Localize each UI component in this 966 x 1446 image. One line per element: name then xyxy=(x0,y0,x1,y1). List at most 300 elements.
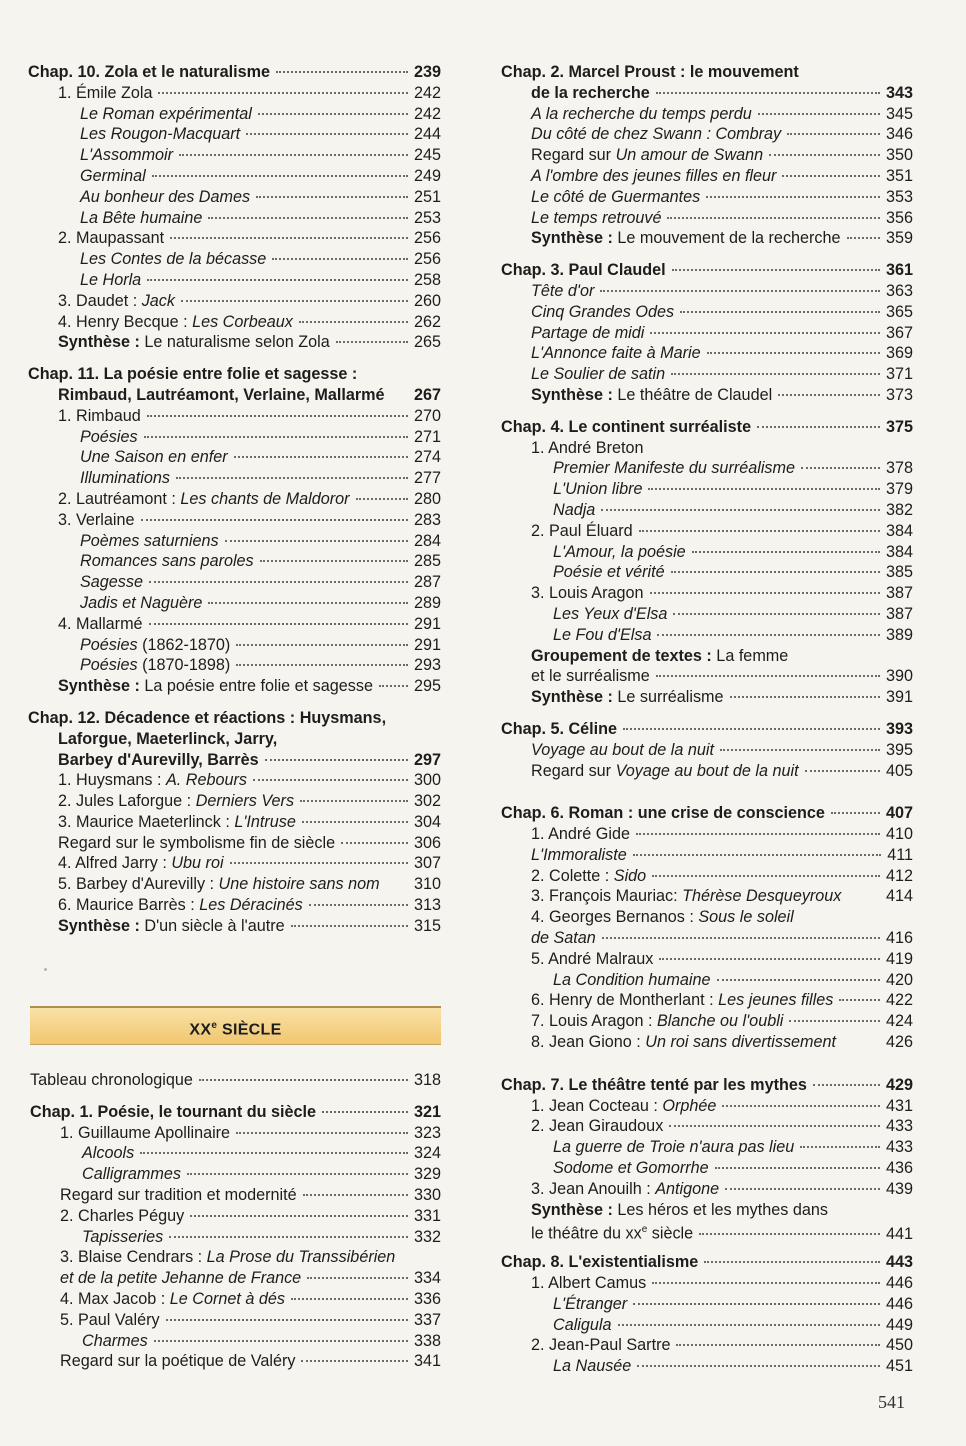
entry-title-part: de la recherche xyxy=(531,83,650,102)
entry-title-part: 4. Alfred Jarry : xyxy=(58,854,172,873)
toc-chapter-entry xyxy=(28,729,441,750)
entry-page-number: 416 xyxy=(885,929,913,948)
toc-entry xyxy=(28,124,441,145)
entry-title xyxy=(58,750,259,771)
entry-title-part: Jack xyxy=(141,291,175,310)
dot-leader xyxy=(258,113,408,115)
entry-page-number: 253 xyxy=(413,208,441,227)
entry-title-part: Partage de midi xyxy=(531,323,645,342)
toc-entry xyxy=(28,1247,441,1268)
entry-title xyxy=(531,1273,646,1294)
dot-leader xyxy=(648,488,880,490)
dot-leader xyxy=(234,456,408,458)
entry-title xyxy=(58,332,330,353)
toc-entry xyxy=(501,542,913,563)
entry-page-number: 426 xyxy=(885,1033,913,1052)
entry-title xyxy=(58,853,224,874)
toc-entry xyxy=(501,323,913,344)
entry-title-part: Regard sur xyxy=(531,761,616,780)
dot-leader xyxy=(256,196,408,198)
toc-entry xyxy=(28,1227,441,1248)
entry-title-part: 3. Verlaine xyxy=(58,510,135,529)
entry-title-part: Sido xyxy=(613,866,647,885)
entry-title-part: 5. Barbey d'Aurevilly : xyxy=(58,875,219,894)
entry-page-number: 307 xyxy=(413,854,441,873)
entry-page-number: 350 xyxy=(885,146,913,165)
entry-title xyxy=(82,1227,163,1248)
entry-page-number: 451 xyxy=(885,1357,913,1376)
entry-page-number: 239 xyxy=(413,63,441,81)
dot-leader xyxy=(801,467,880,469)
entry-page-number: 265 xyxy=(413,333,441,352)
entry-title xyxy=(501,417,751,438)
entry-title-part: La Prose du Transsibérien xyxy=(206,1248,396,1267)
dot-leader xyxy=(272,258,408,260)
dot-leader xyxy=(707,352,880,354)
toc-entry xyxy=(28,145,441,166)
entry-title-part: Chap. 6. Roman : une crise de conscience xyxy=(501,804,825,823)
toc-entry xyxy=(501,845,913,866)
toc-entry xyxy=(501,604,913,625)
entry-title xyxy=(531,1011,783,1032)
entry-page-number: 270 xyxy=(413,406,441,425)
toc-entry xyxy=(501,104,913,125)
entry-title xyxy=(553,1294,627,1315)
dot-leader xyxy=(291,1298,408,1300)
dot-leader xyxy=(379,685,408,687)
entry-title xyxy=(30,1102,316,1123)
dot-leader xyxy=(301,1360,408,1362)
entry-page-number: 443 xyxy=(885,1253,913,1272)
entry-title xyxy=(60,1247,395,1268)
entry-page-number: 375 xyxy=(885,417,913,436)
entry-title xyxy=(58,291,175,312)
toc-entry xyxy=(501,385,913,406)
entry-page-number: 293 xyxy=(413,656,441,675)
entry-title xyxy=(531,907,794,928)
toc-entry xyxy=(501,928,913,949)
entry-title xyxy=(30,1070,193,1091)
entry-title-part: 3. Daudet : xyxy=(58,291,142,310)
entry-title-part: et de la petite Jehanne de France xyxy=(60,1269,302,1288)
toc-chapter-entry xyxy=(28,708,441,729)
section-sup: e xyxy=(211,1020,218,1031)
entry-page-number: 343 xyxy=(885,83,913,102)
entry-title-part: 2. Paul Éluard xyxy=(531,521,633,540)
toc-entry xyxy=(28,614,441,635)
entry-title xyxy=(553,1356,631,1377)
entry-title-part: A la recherche du temps perdu xyxy=(531,104,752,123)
entry-title-part: 1. Rimbaud xyxy=(58,406,141,425)
entry-title xyxy=(553,604,667,625)
entry-title xyxy=(531,364,665,385)
toc-entry xyxy=(28,655,441,676)
entry-title xyxy=(553,970,711,991)
entry-page-number: 242 xyxy=(413,83,441,102)
entry-page-number: 271 xyxy=(413,427,441,446)
toc-entry xyxy=(28,833,441,854)
toc-entry xyxy=(501,302,913,323)
entry-title-part: et le surréalisme xyxy=(531,667,650,686)
entry-title xyxy=(531,385,772,406)
dot-leader xyxy=(680,311,880,313)
entry-title xyxy=(60,1185,297,1206)
entry-title xyxy=(531,83,650,104)
entry-title-part: D'un siècle à l'autre xyxy=(139,916,285,935)
entry-title-part: le théâtre du xx xyxy=(531,1224,642,1243)
entry-page-number: 345 xyxy=(885,104,913,123)
toc-chapter-entry xyxy=(28,385,441,406)
entry-title-part: Le théâtre de Claudel xyxy=(612,385,773,404)
dot-leader xyxy=(322,1111,408,1113)
entry-page-number: 420 xyxy=(885,970,913,989)
dot-leader xyxy=(341,842,408,844)
entry-title-part: Chap. 8. L'existentialisme xyxy=(501,1253,699,1272)
dot-leader xyxy=(730,696,880,698)
entry-page-number: 393 xyxy=(885,719,913,738)
entry-title xyxy=(531,1335,670,1356)
dot-leader xyxy=(656,675,880,677)
entry-title-part: Poésies xyxy=(80,427,138,446)
dot-leader xyxy=(672,269,880,271)
entry-page-number: 258 xyxy=(413,270,441,289)
toc-entry xyxy=(501,187,913,208)
entry-title xyxy=(501,719,617,740)
entry-title-part: Synthèse : xyxy=(531,385,613,404)
entry-title-part: A. Rebours xyxy=(165,771,247,790)
entry-title-part: 1. André Breton xyxy=(531,438,644,457)
entry-page-number: 337 xyxy=(413,1310,441,1329)
entry-title xyxy=(553,1137,794,1158)
entry-title-part: Caligula xyxy=(553,1315,612,1334)
entry-title-part: 4. Henry Becque : xyxy=(58,312,193,331)
entry-title xyxy=(58,489,350,510)
toc-entry xyxy=(28,791,441,812)
entry-title xyxy=(58,916,285,937)
entry-title-part: Le Fou d'Elsa xyxy=(553,625,652,644)
dot-leader xyxy=(276,71,408,73)
entry-page-number: 287 xyxy=(413,573,441,592)
entry-page-number: 436 xyxy=(885,1159,913,1178)
entry-page-number: 341 xyxy=(413,1352,441,1371)
entry-title xyxy=(553,1315,612,1336)
toc-entry xyxy=(501,1096,913,1117)
entry-title xyxy=(58,614,143,635)
entry-title-part: Chap. 1. Poésie, le tournant du siècle xyxy=(30,1102,317,1121)
entry-title-part: Chap. 12. Décadence et réactions : Huysmans, xyxy=(28,708,387,727)
toc-entry xyxy=(28,1185,441,1206)
entry-title xyxy=(80,447,228,468)
entry-page-number: 285 xyxy=(413,552,441,571)
entry-title xyxy=(80,187,250,208)
dot-leader xyxy=(782,175,880,177)
entry-title xyxy=(553,500,595,521)
toc-entry xyxy=(501,646,913,667)
entry-title-part: Regard sur le symbolisme fin de siècle xyxy=(58,833,336,852)
entry-title-part: A l'ombre des jeunes filles en fleur xyxy=(531,166,777,185)
entry-title-part: Synthèse : xyxy=(531,229,613,248)
dot-leader xyxy=(147,415,408,417)
dot-leader xyxy=(179,154,408,156)
dot-leader xyxy=(181,300,408,302)
entry-title-part: Rimbaud, Lautréamont, Verlaine, Mallarmé xyxy=(58,385,385,404)
toc-entry xyxy=(28,1164,441,1185)
toc-chapter-entry xyxy=(28,750,441,771)
entry-title-part: Antigone xyxy=(655,1179,720,1198)
entry-title xyxy=(80,635,230,656)
entry-page-number: 449 xyxy=(885,1315,913,1334)
entry-page-number: 321 xyxy=(413,1102,441,1121)
entry-title-part: Le temps retrouvé xyxy=(531,208,662,227)
entry-title-part: Nadja xyxy=(553,500,596,519)
dot-leader xyxy=(725,1188,880,1190)
entry-title-part: (1870-1898) xyxy=(137,656,231,675)
dot-leader xyxy=(260,560,408,562)
entry-title-part: Le Soulier de satin xyxy=(531,365,666,384)
entry-page-number: 284 xyxy=(413,531,441,550)
entry-title-part: Premier Manifeste du surréalisme xyxy=(553,459,795,478)
entry-title xyxy=(58,770,247,791)
entry-title-part: 6. Maurice Barrès : xyxy=(58,896,200,915)
entry-page-number: 260 xyxy=(413,291,441,310)
dot-leader xyxy=(309,904,408,906)
toc-entry xyxy=(501,625,913,646)
entry-title-part: 1. Albert Camus xyxy=(531,1274,647,1293)
toc-entry xyxy=(28,874,441,895)
toc-chapter-entry xyxy=(28,1102,441,1123)
dot-leader xyxy=(847,237,880,239)
entry-title-part: Regard sur tradition et modernité xyxy=(60,1185,297,1204)
entry-title xyxy=(58,874,380,895)
entry-title xyxy=(80,145,173,166)
toc-column-left-xx xyxy=(28,1070,441,1372)
toc-entry xyxy=(28,1289,441,1310)
entry-title xyxy=(501,1252,698,1273)
dot-leader xyxy=(676,1344,880,1346)
entry-page-number: 289 xyxy=(413,593,441,612)
dot-leader xyxy=(158,92,408,94)
toc-entry xyxy=(501,949,913,970)
entry-page-number: 384 xyxy=(885,521,913,540)
entry-title-part: Les Yeux d'Elsa xyxy=(553,604,668,623)
entry-page-number: 331 xyxy=(413,1206,441,1225)
entry-title xyxy=(80,572,143,593)
toc-column-right xyxy=(501,62,913,1377)
entry-title xyxy=(531,990,833,1011)
entry-title-part: Le surréalisme xyxy=(612,688,724,707)
entry-title xyxy=(531,521,633,542)
entry-title xyxy=(501,260,666,281)
entry-page-number: 313 xyxy=(413,896,441,915)
entry-title xyxy=(531,208,661,229)
entry-title xyxy=(531,1179,719,1200)
entry-title-part: Tête d'or xyxy=(531,281,595,300)
entry-title xyxy=(531,1200,828,1221)
dot-leader xyxy=(650,332,880,334)
entry-title xyxy=(60,1206,184,1227)
dot-leader xyxy=(187,1173,408,1175)
toc-entry xyxy=(28,676,441,697)
entry-title-part: Regard sur xyxy=(531,146,616,165)
entry-title-part: La Condition humaine xyxy=(553,970,711,989)
dot-leader xyxy=(623,728,880,730)
entry-title xyxy=(60,1268,301,1289)
entry-title-part: 1. Émile Zola xyxy=(58,83,153,102)
entry-title-part: La Bête humaine xyxy=(80,208,203,227)
dot-leader xyxy=(152,175,408,177)
entry-title-part: 2. Charles Péguy xyxy=(60,1206,185,1225)
entry-title-part: L'Immoraliste xyxy=(531,845,627,864)
entry-page-number: 431 xyxy=(885,1096,913,1115)
entry-page-number: 373 xyxy=(885,385,913,404)
dot-leader xyxy=(356,498,408,500)
toc-entry xyxy=(28,1206,441,1227)
toc-entry xyxy=(501,583,913,604)
entry-title xyxy=(80,593,202,614)
toc-entry xyxy=(28,83,441,104)
toc-chapter-entry xyxy=(28,62,441,83)
dot-leader xyxy=(170,237,408,239)
toc-entry xyxy=(28,187,441,208)
toc-entry xyxy=(28,635,441,656)
entry-title-part: Blanche ou l'oubli xyxy=(657,1012,784,1031)
dot-leader xyxy=(141,519,408,521)
toc-entry xyxy=(501,1011,913,1032)
toc-entry xyxy=(28,1123,441,1144)
entry-title xyxy=(531,866,646,887)
toc-entry xyxy=(501,761,913,782)
entry-page-number: 324 xyxy=(413,1144,441,1163)
toc-entry xyxy=(28,104,441,125)
entry-title-part: Chap. 3. Paul Claudel xyxy=(501,261,666,280)
dot-leader xyxy=(692,551,880,553)
entry-title-part: 2. Jules Laforgue : xyxy=(58,792,196,811)
entry-title-part: 2. Colette : xyxy=(531,866,614,885)
toc-entry xyxy=(28,208,441,229)
entry-page-number: 367 xyxy=(885,323,913,342)
entry-page-number: 389 xyxy=(885,625,913,644)
entry-page-number: 297 xyxy=(413,750,441,769)
entry-page-number: 446 xyxy=(885,1274,913,1293)
dot-leader xyxy=(190,1215,408,1217)
entry-title-part: Chap. 2. Marcel Proust : le mouvement xyxy=(501,63,799,81)
entry-title xyxy=(531,583,644,604)
entry-page-number: 323 xyxy=(413,1123,441,1142)
entry-title-part: Les Déracinés xyxy=(199,896,303,915)
entry-page-number: 304 xyxy=(413,812,441,831)
dot-leader xyxy=(144,436,408,438)
toc-entry xyxy=(28,895,441,916)
dot-leader xyxy=(800,1146,880,1148)
dot-leader xyxy=(636,833,880,835)
dot-leader xyxy=(757,426,880,428)
entry-page-number: 384 xyxy=(885,542,913,561)
entry-title-part: L'Union libre xyxy=(553,480,643,499)
entry-page-number: 412 xyxy=(885,866,913,885)
entry-title-part: 5. Paul Valéry xyxy=(60,1310,160,1329)
entry-title-part: Le mouvement de la recherche xyxy=(612,229,841,248)
toc-entry xyxy=(28,312,441,333)
entry-page-number: 245 xyxy=(413,146,441,165)
entry-title-part: 1. Huysmans : xyxy=(58,771,166,790)
entry-page-number: 371 xyxy=(885,365,913,384)
entry-title xyxy=(80,124,240,145)
entry-title-part: 3. Jean Anouilh : xyxy=(531,1179,656,1198)
entry-title-part: Calligrammes xyxy=(82,1165,181,1184)
entry-title-part: Synthèse : xyxy=(58,333,140,352)
toc-entry xyxy=(501,364,913,385)
entry-page-number: 407 xyxy=(885,804,913,823)
toc-entry xyxy=(501,166,913,187)
entry-title-part: 1. Guillaume Apollinaire xyxy=(60,1123,231,1142)
entry-page-number: 433 xyxy=(885,1138,913,1157)
dot-leader xyxy=(650,592,880,594)
page-number: 541 xyxy=(878,1392,905,1412)
entry-title-part: Un amour de Swann xyxy=(615,146,764,165)
dot-leader xyxy=(671,373,880,375)
toc-entry xyxy=(501,228,913,249)
dot-leader xyxy=(303,1194,408,1196)
entry-title-part: 6. Henry de Montherlant : xyxy=(531,991,719,1010)
entry-title xyxy=(58,228,164,249)
toc-entry xyxy=(501,886,913,907)
entry-title-part: Les jeunes filles xyxy=(718,991,834,1010)
entry-title xyxy=(80,551,254,572)
dot-leader xyxy=(652,875,880,877)
entry-title xyxy=(501,1075,807,1096)
toc-entry xyxy=(28,551,441,572)
entry-page-number: 390 xyxy=(885,667,913,686)
entry-page-number: 419 xyxy=(885,949,913,968)
toc-entry xyxy=(501,687,913,708)
dot-leader xyxy=(669,1125,880,1127)
entry-page-number: 387 xyxy=(885,604,913,623)
entry-title xyxy=(82,1164,181,1185)
dot-leader xyxy=(149,581,408,583)
dot-leader xyxy=(236,1132,408,1134)
dot-leader xyxy=(149,623,408,625)
entry-title xyxy=(531,949,653,970)
entry-page-number: 387 xyxy=(885,584,913,603)
entry-title-part: Chap. 5. Céline xyxy=(501,719,618,738)
entry-page-number: 414 xyxy=(885,887,913,906)
entry-title xyxy=(531,1096,716,1117)
dot-leader xyxy=(657,634,880,636)
dot-leader xyxy=(176,477,408,479)
dot-leader xyxy=(769,154,880,156)
dot-leader xyxy=(637,1365,880,1367)
toc-entry xyxy=(501,1356,913,1377)
entry-title-part: Derniers Vers xyxy=(195,792,295,811)
entry-title xyxy=(80,427,138,448)
toc-entry xyxy=(501,124,913,145)
entry-title-part: 4. Georges Bernanos : xyxy=(531,908,699,927)
entry-title xyxy=(58,83,152,104)
entry-title-part: 3. Maurice Maeterlinck : xyxy=(58,812,235,831)
entry-title-part: Ubu roi xyxy=(171,854,224,873)
entry-title xyxy=(553,625,651,646)
entry-title-part: Laforgue, Maeterlinck, Jarry, xyxy=(58,729,278,748)
entry-title xyxy=(58,312,293,333)
entry-title-part: La poésie entre folie et sagesse xyxy=(139,677,373,696)
entry-title xyxy=(531,845,627,866)
entry-title-part: Jadis et Naguère xyxy=(80,593,203,612)
dot-leader xyxy=(169,1236,408,1238)
dot-leader xyxy=(302,821,408,823)
dot-leader xyxy=(147,279,408,281)
toc-entry xyxy=(501,438,913,459)
entry-page-number: 295 xyxy=(413,677,441,696)
